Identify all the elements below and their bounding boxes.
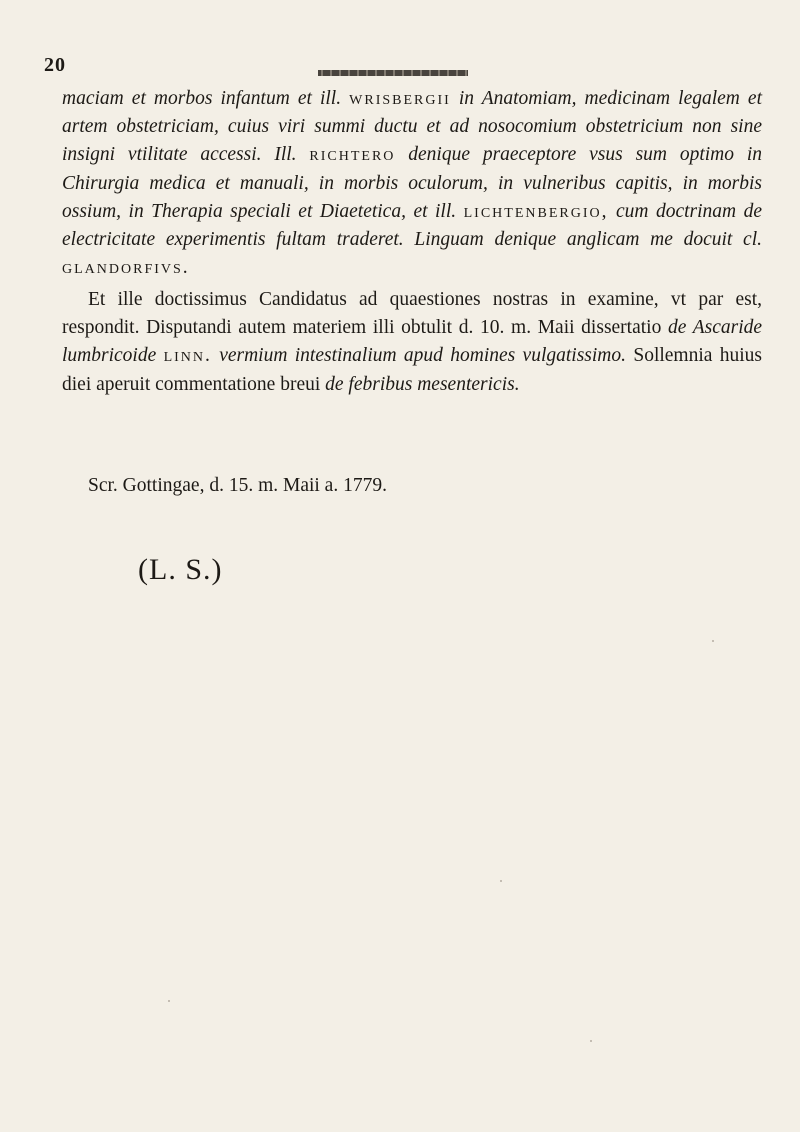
name-wrisberg: wrisbergii: [349, 88, 451, 109]
page-number: 20: [44, 54, 66, 76]
paper-speck: [712, 640, 714, 642]
text-run: cum doctrinam de electricitate experimentis fultam traderet. Linguam denique anglicam me docuit cl.: [62, 200, 763, 251]
commentation-title: de febribus mesentericis.: [325, 373, 520, 395]
paragraph-teachers: [62, 85, 762, 282]
paper-speck: [168, 1000, 170, 1002]
seal-mark: (L. S.): [138, 553, 223, 586]
name-lichtenberg: lichtenbergio,: [463, 200, 609, 222]
paragraph-examination: [62, 286, 762, 399]
text-run: in Anatomiam, medicinam legalem et artem obstetriciam, cuius viri summi ductu et ad nosocomium obstetricium non sine insigni vtilitate accessi. Ill.: [62, 88, 763, 166]
dissertation-title-cont: vermium intestinalium apud homines vulgatissimo.: [219, 345, 627, 367]
header-ornament-rule: [318, 70, 468, 76]
name-linnaeus: linn.: [163, 345, 212, 367]
text-run: denique praeceptore vsus sum optimo in Chirurgia medica et manuali, in morbis oculorum, in vulneribus capitis, in morbis ossium, in Therapia speciali et Diaetetica, et ill.: [62, 144, 762, 222]
dissertation-title: de Ascaride lumbricoide: [62, 317, 763, 367]
name-richter: richtero: [309, 144, 396, 166]
signoff-line: Scr. Gottingae, d. 15. m. Maii a. 1779.: [88, 475, 387, 496]
paper-speck: [500, 880, 502, 882]
paper-speck: [590, 1040, 592, 1042]
text-run: Sollemnia huius diei aperuit commentatione breui: [62, 345, 762, 395]
name-glandorf: glandorfivs.: [62, 257, 190, 279]
text-run: Et ille doctissimus Candidatus ad quaestiones nostras in examine, vt par est, respondit. Disputandi autem materiem illi obtulit d. 10. m. Maii dissertatio: [62, 289, 762, 339]
text-run: maciam et morbos infantum et ill.: [62, 88, 342, 109]
